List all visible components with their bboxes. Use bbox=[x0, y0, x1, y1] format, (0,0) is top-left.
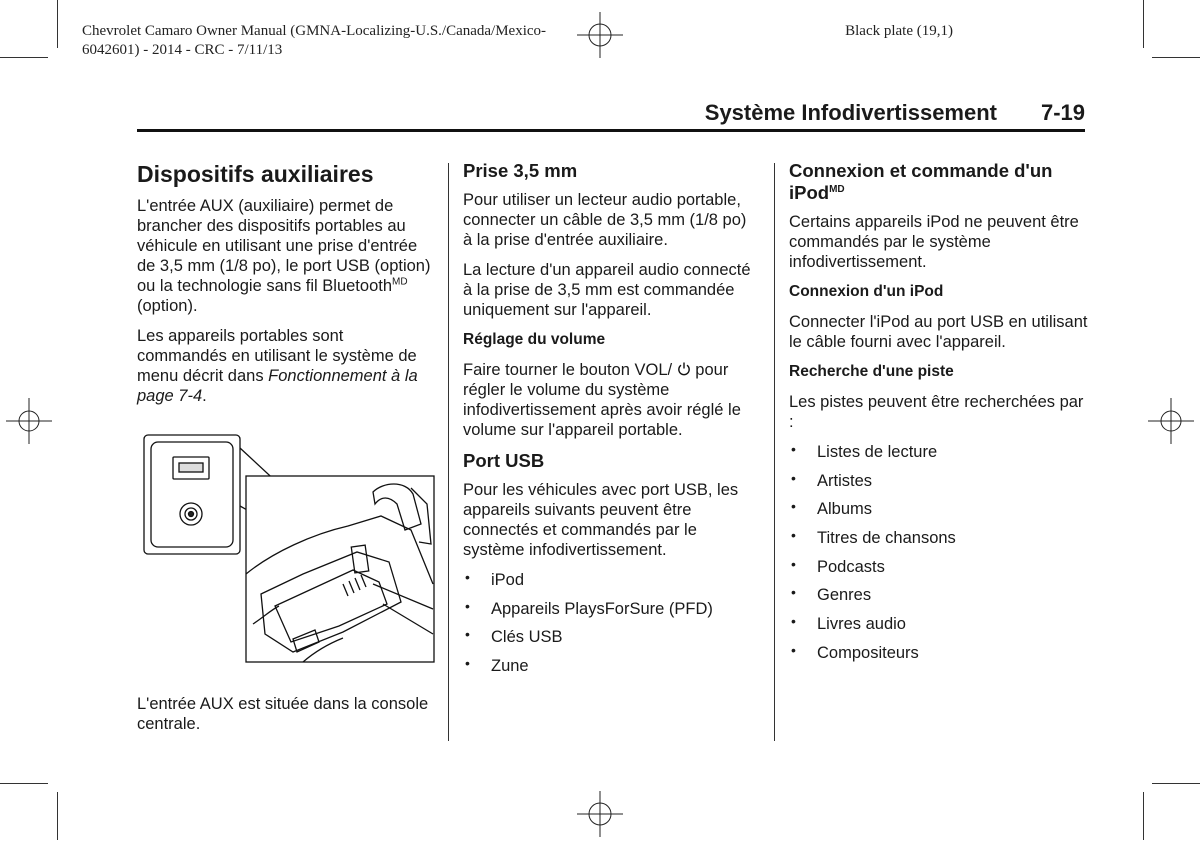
list-item bbox=[789, 442, 1089, 462]
heading-ipod-connection-control bbox=[789, 160, 1089, 204]
list-item bbox=[789, 614, 1089, 634]
section-title: Système Infodivertissement bbox=[704, 100, 997, 125]
bullet-icon: • bbox=[465, 569, 470, 585]
paragraph-connect-ipod: Connecter l'iPod au port USB en utilisant le câble fourni avec l'appareil. bbox=[789, 313, 1088, 351]
text: (option). bbox=[137, 297, 198, 315]
heading-auxiliary-devices: Dispositifs auxiliaires bbox=[137, 161, 374, 187]
crop-mark bbox=[0, 783, 48, 784]
bullet-icon: • bbox=[465, 655, 470, 672]
crop-mark bbox=[1152, 783, 1200, 784]
heading-track-search: Recherche d'une piste bbox=[789, 363, 954, 380]
heading-volume: Réglage du volume bbox=[463, 331, 606, 348]
text: pour régler le volume du système infodivertissement après avoir réglé le volume sur l'appareil portable. bbox=[463, 361, 741, 439]
bullet-icon: • bbox=[791, 584, 796, 601]
list-item-text: Artistes bbox=[817, 471, 873, 490]
column-1 bbox=[137, 160, 437, 744]
running-head bbox=[137, 100, 1085, 132]
list-item-text: Albums bbox=[817, 500, 873, 519]
list-item-text: Listes de lecture bbox=[817, 443, 938, 461]
list-item-text: Titres de chansons bbox=[817, 529, 956, 548]
paragraph-jack-usage: Pour utiliser un lecteur audio portable, connecter un câble de 3,5 mm (1/8 po) à la prise d'entrée auxiliaire. bbox=[463, 191, 747, 249]
crop-mark bbox=[1152, 57, 1200, 58]
registration-mark-left bbox=[4, 396, 54, 446]
bullet-icon: • bbox=[791, 555, 796, 572]
list-item bbox=[463, 599, 759, 619]
heading-jack-3-5mm: Prise 3,5 mm bbox=[463, 160, 578, 181]
paragraph-volume bbox=[463, 360, 759, 440]
crop-mark bbox=[57, 792, 58, 840]
list-item bbox=[789, 643, 1089, 663]
bullet-icon: • bbox=[791, 469, 796, 486]
bullet-icon: • bbox=[465, 626, 470, 643]
crop-mark bbox=[1143, 792, 1144, 840]
paragraph-jack-playback: La lecture d'un appareil audio connecté à la prise de 3,5 mm est commandée uniquement sur l'appareil. bbox=[463, 261, 751, 319]
bullet-icon: • bbox=[791, 613, 796, 630]
paragraph-usb: Pour les véhicules avec port USB, les appareils suivants peuvent être connectés et commandés par le système infodivertissement. bbox=[463, 481, 739, 559]
crop-mark bbox=[0, 57, 48, 58]
list-item bbox=[463, 656, 759, 676]
crop-mark bbox=[57, 0, 58, 48]
list-item-text: Genres bbox=[817, 586, 872, 605]
text: Faire tourner le bouton VOL/ bbox=[463, 361, 677, 379]
column-2 bbox=[463, 160, 759, 685]
list-item-text: Compositeurs bbox=[817, 643, 919, 662]
track-search-list bbox=[789, 442, 1089, 663]
list-item-text: Appareils PlaysForSure (PFD) bbox=[491, 599, 713, 618]
figure-caption: L'entrée AUX est située dans la console centrale. bbox=[137, 695, 429, 733]
column-divider bbox=[448, 163, 449, 741]
text: L'entrée AUX (auxiliaire) permet de brancher des dispositifs portables au véhicule en utilisant une prise d'entrée de 3,5 mm (1/8 po), le port USB (option) ou la technologie sans fil Bluetooth bbox=[137, 197, 431, 295]
heading-usb-port: Port USB bbox=[463, 450, 545, 471]
list-item bbox=[789, 528, 1089, 548]
print-meta-line-1: Chevrolet Camaro Owner Manual (GMNA-Localizing-U.S./Canada/Mexico- bbox=[82, 23, 547, 39]
list-item bbox=[789, 471, 1089, 491]
text: . bbox=[202, 387, 207, 405]
paragraph-ipod: Certains appareils iPod ne peuvent être commandés par le système infodivertissement. bbox=[789, 213, 1079, 271]
bullet-icon: • bbox=[791, 641, 796, 658]
list-item-text: iPod bbox=[491, 571, 525, 589]
crop-mark bbox=[1143, 0, 1144, 48]
bullet-icon: • bbox=[465, 597, 470, 614]
paragraph-aux-menu bbox=[137, 326, 437, 406]
list-item bbox=[463, 627, 759, 647]
list-item-text: Zune bbox=[491, 657, 529, 676]
column-divider bbox=[774, 163, 775, 741]
bullet-icon: • bbox=[791, 527, 796, 544]
list-item-text: Podcasts bbox=[817, 557, 885, 576]
trademark-superscript: MD bbox=[392, 276, 408, 288]
print-meta-left bbox=[82, 22, 546, 60]
bullet-icon: • bbox=[791, 498, 796, 515]
page-reference-link[interactable]: Fonctionnement à la page 7-4 bbox=[137, 367, 418, 405]
text: Les appareils portables sont commandés en utilisant le système de menu décrit dans bbox=[137, 327, 417, 385]
column-3 bbox=[789, 160, 1089, 672]
heading-connect-ipod: Connexion d'un iPod bbox=[789, 283, 944, 300]
page-number: 7-19 bbox=[1040, 100, 1085, 125]
power-icon bbox=[677, 362, 691, 376]
console-drawing bbox=[143, 434, 435, 674]
aux-console-illustration bbox=[143, 434, 435, 674]
usb-device-list bbox=[463, 570, 759, 676]
list-item-text: Clés USB bbox=[491, 628, 563, 647]
registration-mark-bottom bbox=[573, 787, 627, 841]
print-meta-right: Black plate (19,1) bbox=[845, 23, 953, 39]
list-item bbox=[789, 557, 1089, 577]
list-item bbox=[463, 570, 759, 590]
list-item-text: Livres audio bbox=[817, 615, 906, 634]
text: Connexion et commande d'un iPod bbox=[789, 160, 1053, 203]
print-meta-line-2: 6042601) - 2014 - CRC - 7/11/13 bbox=[82, 42, 283, 58]
registration-mark-top bbox=[573, 8, 627, 62]
registration-mark-right bbox=[1146, 396, 1196, 446]
list-item bbox=[789, 499, 1089, 519]
bullet-icon: • bbox=[791, 441, 796, 457]
paragraph-track-search: Les pistes peuvent être recherchées par : bbox=[789, 393, 1084, 431]
list-item bbox=[789, 585, 1089, 605]
trademark-superscript: MD bbox=[829, 183, 845, 195]
paragraph-aux-intro bbox=[137, 196, 437, 316]
